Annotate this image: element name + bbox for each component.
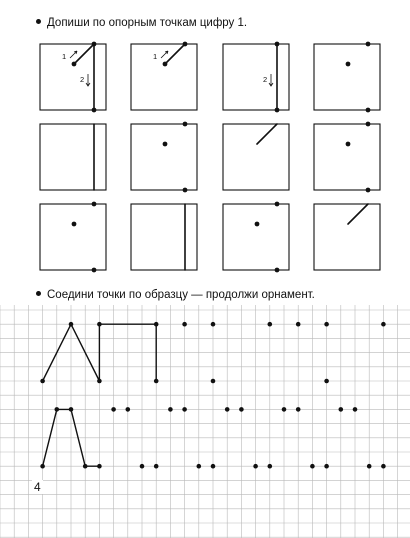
ornament-grid (0, 305, 410, 538)
arrow-icon (269, 74, 273, 86)
task-continue-ornament-text: Соедини точки по образцу — продолжи орнамент. (47, 289, 315, 301)
ornament-dot (282, 407, 287, 412)
stroke-hint: 2 (80, 75, 85, 84)
ornament-dot (310, 464, 315, 469)
anchor-dot (72, 222, 77, 227)
tracing-box (131, 204, 197, 270)
ornament-dot (225, 407, 230, 412)
tracing-box (314, 204, 380, 270)
ornament-dot (69, 407, 74, 412)
anchor-dot (183, 42, 188, 47)
ornament-dot (381, 322, 386, 327)
tracing-box (314, 44, 380, 110)
anchor-dot (346, 142, 351, 147)
ornament-dot (154, 464, 159, 469)
ornament-dot (239, 407, 244, 412)
bullet-icon (36, 291, 41, 296)
stroke-hint: 2 (263, 75, 268, 84)
ornament-dot (324, 379, 329, 384)
anchor-dot (72, 62, 77, 67)
anchor-dot (366, 108, 371, 113)
ornament-dot (182, 322, 187, 327)
ornament-dot (140, 464, 145, 469)
arrow-icon (161, 51, 168, 58)
ornament-dot (367, 464, 372, 469)
tracing-box (131, 124, 197, 190)
tracing-box (223, 204, 289, 270)
tracing-box (223, 44, 289, 110)
anchor-dot (92, 42, 97, 47)
ornament-dot (111, 407, 116, 412)
ornament-dot (182, 407, 187, 412)
ornament-dot (339, 407, 344, 412)
ornament-dot (324, 322, 329, 327)
digit-stroke (257, 124, 277, 144)
task-trace-digit-text: Допиши по опорным точкам цифру 1. (47, 17, 248, 29)
anchor-dot (275, 268, 280, 273)
ornament-dot (154, 379, 159, 384)
ornament-dot (126, 407, 131, 412)
ornament-dot (296, 322, 301, 327)
digit-stroke (165, 44, 185, 64)
ornament-dot (211, 322, 216, 327)
ornament-dot (55, 407, 60, 412)
anchor-dot (163, 62, 168, 67)
anchor-dot (92, 268, 97, 273)
anchor-dot (366, 42, 371, 47)
ornament-dot (83, 464, 88, 469)
anchor-dot (183, 188, 188, 193)
anchor-dot (366, 188, 371, 193)
anchor-dot (92, 108, 97, 113)
tracing-box (223, 124, 289, 190)
stroke-hint: 1 (62, 52, 67, 61)
ornament-dot (324, 464, 329, 469)
anchor-dot (92, 202, 97, 207)
anchor-dot (346, 62, 351, 67)
arrow-icon (86, 74, 90, 86)
tracing-box (131, 44, 197, 110)
tracing-box (40, 44, 106, 110)
ornament-dot (154, 322, 159, 327)
ornament-dot (211, 464, 216, 469)
ornament-dot (168, 407, 173, 412)
ornament-dot (97, 379, 102, 384)
ornament-dot (296, 407, 301, 412)
tracing-box (40, 204, 106, 270)
ornament-dot (381, 464, 386, 469)
digit-stroke (348, 204, 368, 224)
ornament-dot (268, 464, 273, 469)
anchor-dot (275, 108, 280, 113)
tracing-box (314, 124, 380, 190)
digit-stroke (74, 44, 94, 64)
anchor-dot (275, 202, 280, 207)
anchor-dot (275, 42, 280, 47)
ornament-dot (268, 322, 273, 327)
ornament-dot (40, 464, 45, 469)
ornament-dot (211, 379, 216, 384)
stroke-hint: 1 (153, 52, 158, 61)
anchor-dot (366, 122, 371, 127)
anchor-dot (163, 142, 168, 147)
ornament-dot (253, 464, 258, 469)
ornament-dot (97, 464, 102, 469)
anchor-dot (183, 122, 188, 127)
ornament-dot (353, 407, 358, 412)
page-number: 4 (34, 480, 41, 494)
anchor-dot (255, 222, 260, 227)
ornament-dot (69, 322, 74, 327)
ornament-dot (97, 322, 102, 327)
arrow-icon (70, 51, 77, 58)
ornament-dot (40, 379, 45, 384)
tracing-box (40, 124, 106, 190)
ornament-dot (197, 464, 202, 469)
task-continue-ornament (36, 288, 315, 302)
